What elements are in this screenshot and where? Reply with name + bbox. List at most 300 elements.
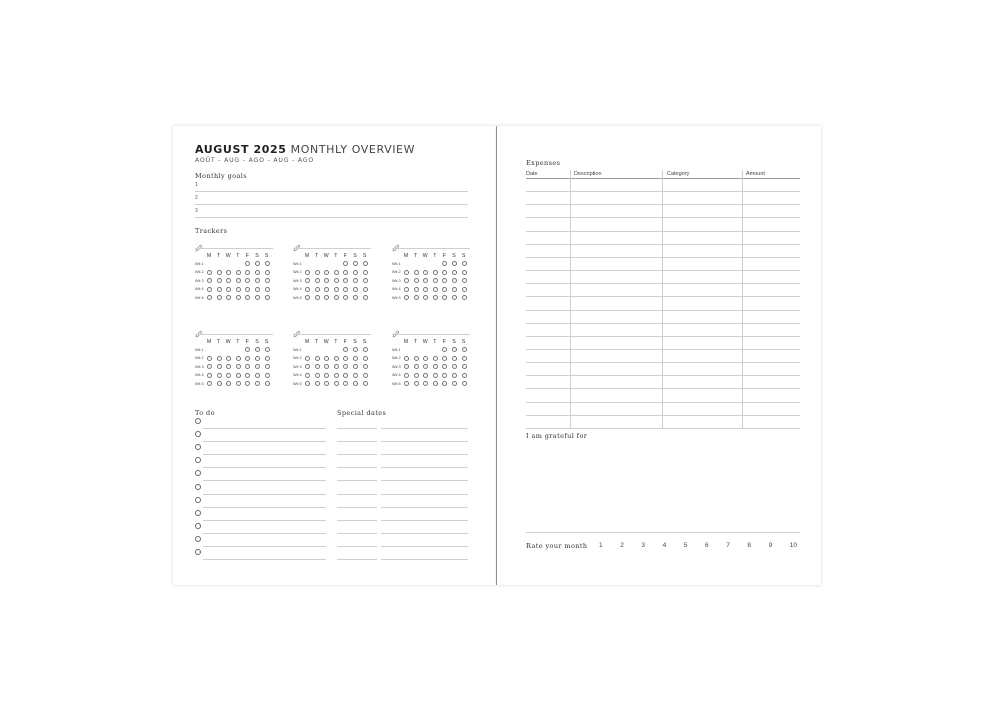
tracker-day-circle[interactable]: [265, 364, 270, 369]
tracker-day-circle[interactable]: [343, 347, 348, 352]
tracker-day-circle[interactable]: [442, 381, 447, 386]
tracker-day-circle[interactable]: [265, 270, 270, 275]
tracker-day-circle[interactable]: [324, 356, 329, 361]
tracker-day-circle[interactable]: [433, 295, 438, 300]
day-header: T: [315, 253, 319, 259]
tracker-day-circle[interactable]: [423, 295, 428, 300]
tracker-day-circle[interactable]: [423, 278, 428, 283]
rating-option[interactable]: 8: [747, 542, 752, 549]
tracker-day-circle[interactable]: [353, 364, 358, 369]
day-header: T: [315, 339, 319, 345]
tracker-day-circle[interactable]: [414, 373, 419, 378]
tracker-day-circle[interactable]: [452, 373, 457, 378]
special-desc-line: [381, 467, 468, 468]
todo-line: [203, 494, 326, 495]
tracker-day-circle[interactable]: [343, 278, 348, 283]
tracker-day-circle[interactable]: [245, 278, 250, 283]
tracker-day-circle[interactable]: [404, 287, 409, 292]
day-header: S: [452, 253, 456, 259]
tracker-day-circle[interactable]: [353, 381, 358, 386]
week-label: Wk 3: [293, 364, 302, 369]
pencil-icon: [195, 239, 203, 247]
tracker-day-circle[interactable]: [265, 261, 270, 266]
tracker-day-circle[interactable]: [404, 373, 409, 378]
tracker-day-circle[interactable]: [324, 287, 329, 292]
tracker-day-circle[interactable]: [462, 261, 467, 266]
goal-line: [195, 217, 468, 218]
tracker-day-circle[interactable]: [452, 295, 457, 300]
tracker-day-circle[interactable]: [462, 364, 467, 369]
tracker-day-circle[interactable]: [433, 381, 438, 386]
tracker-day-circle[interactable]: [353, 356, 358, 361]
week-label: Wk 4: [392, 287, 401, 292]
rating-option[interactable]: 10: [789, 542, 798, 549]
tracker-day-circle[interactable]: [334, 373, 339, 378]
tracker-day-circle[interactable]: [245, 270, 250, 275]
todo-checkbox[interactable]: [195, 470, 201, 476]
tracker-day-circle[interactable]: [363, 347, 368, 352]
tracker-day-circle[interactable]: [442, 287, 447, 292]
tracker-day-circle[interactable]: [363, 270, 368, 275]
day-header: S: [264, 339, 269, 345]
tracker-day-circle[interactable]: [324, 364, 329, 369]
tracker-day-circle[interactable]: [433, 364, 438, 369]
tracker-day-circle[interactable]: [236, 381, 241, 386]
tracker-day-circle[interactable]: [462, 347, 467, 352]
day-header: M: [403, 339, 409, 345]
tracker-day-circle[interactable]: [334, 278, 339, 283]
tracker-day-circle[interactable]: [452, 270, 457, 275]
tracker-day-circle[interactable]: [452, 381, 457, 386]
tracker-day-circle[interactable]: [236, 270, 241, 275]
tracker-day-circle[interactable]: [236, 373, 241, 378]
rating-option[interactable]: 6: [705, 542, 709, 549]
tracker-day-circle[interactable]: [324, 381, 329, 386]
todo-checkbox[interactable]: [195, 457, 201, 463]
tracker-day-circle[interactable]: [423, 364, 428, 369]
grateful-bottom-line: [526, 532, 800, 533]
tracker-day-circle[interactable]: [363, 364, 368, 369]
tracker-day-circle[interactable]: [334, 295, 339, 300]
trackers-label: Trackers: [195, 227, 228, 235]
todo-checkbox[interactable]: [195, 523, 201, 529]
tracker-day-circle[interactable]: [414, 270, 419, 275]
tracker-day-circle[interactable]: [315, 364, 320, 369]
tracker-day-circle[interactable]: [226, 381, 231, 386]
table-header-line: [526, 178, 800, 179]
tracker-day-circle[interactable]: [305, 287, 310, 292]
tracker-day-circle[interactable]: [217, 278, 222, 283]
day-header: T: [334, 253, 338, 259]
tracker-day-circle[interactable]: [462, 356, 467, 361]
tracker-day-circle[interactable]: [217, 364, 222, 369]
todo-checkbox[interactable]: [195, 549, 201, 555]
tracker-day-circle[interactable]: [207, 295, 212, 300]
tracker-day-circle[interactable]: [343, 261, 348, 266]
special-date-line: [337, 428, 377, 429]
rating-option[interactable]: 5: [683, 542, 688, 549]
tracker-day-circle[interactable]: [265, 381, 270, 386]
tracker-day-circle[interactable]: [462, 373, 467, 378]
tracker-day-circle[interactable]: [305, 373, 310, 378]
grateful-label: I am grateful for: [526, 432, 588, 440]
tracker-day-circle[interactable]: [442, 261, 447, 266]
tracker-day-circle[interactable]: [442, 364, 447, 369]
tracker-day-circle[interactable]: [452, 364, 457, 369]
tracker-day-circle[interactable]: [245, 364, 250, 369]
tracker-title-line: [392, 248, 470, 249]
table-row-line: [526, 362, 800, 363]
tracker-day-circle[interactable]: [334, 287, 339, 292]
rating-option[interactable]: 7: [726, 542, 730, 549]
tracker-day-circle[interactable]: [255, 364, 260, 369]
tracker-day-circle[interactable]: [324, 295, 329, 300]
tracker-day-circle[interactable]: [207, 287, 212, 292]
tracker-day-circle[interactable]: [255, 347, 260, 352]
tracker-day-circle[interactable]: [442, 356, 447, 361]
todo-line: [203, 559, 326, 560]
tracker-day-circle[interactable]: [343, 295, 348, 300]
tracker-day-circle[interactable]: [305, 270, 310, 275]
week-label: Wk 2: [392, 270, 401, 275]
tracker-day-circle[interactable]: [245, 347, 250, 352]
tracker-day-circle[interactable]: [207, 278, 212, 283]
special-date-line: [337, 494, 377, 495]
week-label: Wk 4: [293, 373, 302, 378]
tracker-day-circle[interactable]: [324, 278, 329, 283]
tracker-day-circle[interactable]: [226, 364, 231, 369]
tracker-day-circle[interactable]: [315, 295, 320, 300]
tracker-day-circle[interactable]: [245, 295, 250, 300]
pencil-icon: [392, 239, 400, 247]
tracker-day-circle[interactable]: [255, 373, 260, 378]
table-row-line: [526, 283, 800, 284]
tracker-day-circle[interactable]: [423, 356, 428, 361]
tracker-day-circle[interactable]: [452, 287, 457, 292]
tracker-day-circle[interactable]: [414, 364, 419, 369]
title-month: AUGUST 2025: [195, 143, 287, 156]
tracker-day-circle[interactable]: [442, 270, 447, 275]
tracker-day-circle[interactable]: [462, 295, 467, 300]
tracker-day-circle[interactable]: [265, 295, 270, 300]
rating-option[interactable]: 4: [662, 542, 667, 549]
tracker-day-circle[interactable]: [343, 381, 348, 386]
special-dates-label: Special dates: [337, 409, 387, 417]
tracker-day-circle[interactable]: [433, 278, 438, 283]
tracker-day-circle[interactable]: [324, 373, 329, 378]
table-row-line: [526, 415, 800, 416]
tracker-day-circle[interactable]: [423, 287, 428, 292]
habit-tracker: [392, 325, 470, 385]
tracker-day-circle[interactable]: [255, 278, 260, 283]
monthly-goals-label: Monthly goals: [195, 172, 247, 180]
table-row-line: [526, 217, 800, 218]
tracker-day-circle[interactable]: [245, 373, 250, 378]
tracker-day-circle[interactable]: [343, 373, 348, 378]
tracker-day-circle[interactable]: [462, 270, 467, 275]
tracker-day-circle[interactable]: [217, 381, 222, 386]
tracker-day-circle[interactable]: [236, 295, 241, 300]
week-label: Wk 1: [195, 347, 204, 352]
day-header: M: [206, 253, 212, 259]
tracker-day-circle[interactable]: [343, 287, 348, 292]
tracker-day-circle[interactable]: [265, 373, 270, 378]
tracker-day-circle[interactable]: [255, 381, 260, 386]
tracker-day-circle[interactable]: [226, 287, 231, 292]
tracker-day-circle[interactable]: [305, 295, 310, 300]
tracker-day-circle[interactable]: [245, 356, 250, 361]
tracker-day-circle[interactable]: [207, 356, 212, 361]
tracker-day-circle[interactable]: [363, 373, 368, 378]
tracker-day-circle[interactable]: [315, 373, 320, 378]
tracker-day-circle[interactable]: [255, 261, 260, 266]
tracker-day-circle[interactable]: [217, 295, 222, 300]
special-date-line: [337, 480, 377, 481]
todo-checkbox[interactable]: [195, 497, 201, 503]
special-desc-line: [381, 480, 468, 481]
tracker-day-circle[interactable]: [433, 287, 438, 292]
tracker-day-circle[interactable]: [343, 364, 348, 369]
tracker-day-circle[interactable]: [414, 356, 419, 361]
habit-tracker: [293, 325, 371, 385]
pencil-icon: [195, 325, 203, 333]
table-row-line: [526, 310, 800, 311]
tracker-day-circle[interactable]: [255, 287, 260, 292]
goal-number-3: 3: [195, 208, 198, 214]
habit-tracker: [195, 239, 273, 299]
tracker-day-circle[interactable]: [265, 278, 270, 283]
tracker-day-circle[interactable]: [452, 278, 457, 283]
right-page: [497, 126, 821, 585]
tracker-day-circle[interactable]: [217, 356, 222, 361]
tracker-day-circle[interactable]: [404, 364, 409, 369]
column-date: Date: [526, 171, 538, 177]
tracker-day-circle[interactable]: [334, 364, 339, 369]
todo-line: [203, 480, 326, 481]
todo-checkbox[interactable]: [195, 418, 201, 424]
tracker-day-circle[interactable]: [245, 381, 250, 386]
tracker-day-circle[interactable]: [305, 364, 310, 369]
special-date-line: [337, 546, 377, 547]
tracker-day-circle[interactable]: [462, 287, 467, 292]
tracker-day-circle[interactable]: [353, 278, 358, 283]
tracker-day-circle[interactable]: [343, 356, 348, 361]
tracker-day-circle[interactable]: [305, 381, 310, 386]
table-column-divider: [662, 170, 663, 428]
tracker-day-circle[interactable]: [423, 270, 428, 275]
table-row-line: [526, 323, 800, 324]
tracker-day-circle[interactable]: [462, 381, 467, 386]
tracker-day-circle[interactable]: [353, 295, 358, 300]
todo-checkbox[interactable]: [195, 431, 201, 437]
todo-line: [203, 467, 326, 468]
tracker-day-circle[interactable]: [217, 373, 222, 378]
table-column-divider: [742, 170, 743, 428]
todo-line: [203, 546, 326, 547]
tracker-day-circle[interactable]: [452, 347, 457, 352]
tracker-title-line: [195, 248, 273, 249]
tracker-day-circle[interactable]: [226, 278, 231, 283]
day-header: F: [442, 253, 446, 259]
tracker-day-circle[interactable]: [363, 295, 368, 300]
special-desc-line: [381, 454, 468, 455]
day-header: T: [334, 339, 338, 345]
tracker-day-circle[interactable]: [353, 270, 358, 275]
week-label: Wk 5: [195, 295, 204, 300]
column-description: Description: [574, 171, 602, 177]
tracker-day-circle[interactable]: [207, 364, 212, 369]
week-label: Wk 5: [392, 295, 401, 300]
tracker-day-circle[interactable]: [404, 270, 409, 275]
tracker-day-circle[interactable]: [315, 381, 320, 386]
tracker-day-circle[interactable]: [265, 287, 270, 292]
table-row-line: [526, 428, 800, 429]
special-desc-line: [381, 520, 468, 521]
tracker-day-circle[interactable]: [236, 356, 241, 361]
tracker-title-line: [195, 334, 273, 335]
tracker-day-circle[interactable]: [353, 373, 358, 378]
tracker-day-circle[interactable]: [423, 373, 428, 378]
tracker-day-circle[interactable]: [207, 373, 212, 378]
day-header: S: [353, 253, 357, 259]
goal-number-1: 1: [195, 182, 198, 188]
tracker-day-circle[interactable]: [334, 381, 339, 386]
tracker-day-circle[interactable]: [363, 287, 368, 292]
tracker-day-circle[interactable]: [315, 278, 320, 283]
tracker-day-circle[interactable]: [442, 373, 447, 378]
day-header: W: [422, 253, 428, 259]
tracker-day-circle[interactable]: [315, 287, 320, 292]
column-category: Category: [667, 171, 690, 177]
tracker-day-circle[interactable]: [433, 373, 438, 378]
week-label: Wk 2: [195, 270, 204, 275]
tracker-day-circle[interactable]: [452, 261, 457, 266]
day-header: M: [206, 339, 212, 345]
tracker-day-circle[interactable]: [315, 270, 320, 275]
day-header: W: [422, 339, 428, 345]
todo-checkbox[interactable]: [195, 536, 201, 542]
week-label: Wk 1: [293, 261, 302, 266]
tracker-day-circle[interactable]: [442, 278, 447, 283]
tracker-day-circle[interactable]: [236, 287, 241, 292]
table-row-line: [526, 257, 800, 258]
left-page: [173, 126, 496, 585]
special-desc-line: [381, 428, 468, 429]
tracker-day-circle[interactable]: [404, 278, 409, 283]
tracker-day-circle[interactable]: [334, 356, 339, 361]
tracker-day-circle[interactable]: [452, 356, 457, 361]
day-header: T: [236, 253, 240, 259]
tracker-day-circle[interactable]: [334, 270, 339, 275]
tracker-day-circle[interactable]: [236, 364, 241, 369]
day-header: F: [343, 253, 347, 259]
todo-line: [203, 428, 326, 429]
tracker-day-circle[interactable]: [226, 356, 231, 361]
tracker-day-circle[interactable]: [414, 381, 419, 386]
tracker-day-circle[interactable]: [343, 270, 348, 275]
day-header: S: [255, 339, 259, 345]
tracker-day-circle[interactable]: [315, 356, 320, 361]
table-row-line: [526, 191, 800, 192]
tracker-day-circle[interactable]: [245, 261, 250, 266]
week-label: Wk 3: [293, 278, 302, 283]
tracker-day-circle[interactable]: [442, 295, 447, 300]
tracker-day-circle[interactable]: [442, 347, 447, 352]
day-header: S: [461, 253, 466, 259]
tracker-day-circle[interactable]: [305, 278, 310, 283]
tracker-day-circle[interactable]: [226, 295, 231, 300]
special-desc-line: [381, 559, 468, 560]
tracker-day-circle[interactable]: [353, 347, 358, 352]
table-row-line: [526, 204, 800, 205]
tracker-day-circle[interactable]: [226, 270, 231, 275]
tracker-day-circle[interactable]: [404, 295, 409, 300]
tracker-day-circle[interactable]: [363, 356, 368, 361]
day-header: S: [255, 253, 259, 259]
day-header: F: [343, 339, 347, 345]
tracker-day-circle[interactable]: [207, 381, 212, 386]
tracker-day-circle[interactable]: [353, 287, 358, 292]
tracker-day-circle[interactable]: [226, 373, 231, 378]
tracker-day-circle[interactable]: [423, 381, 428, 386]
tracker-day-circle[interactable]: [404, 381, 409, 386]
tracker-day-circle[interactable]: [363, 381, 368, 386]
special-date-line: [337, 454, 377, 455]
goal-number-2: 2: [195, 195, 198, 201]
special-date-line: [337, 559, 377, 560]
special-date-line: [337, 441, 377, 442]
tracker-day-circle[interactable]: [236, 278, 241, 283]
tracker-day-circle[interactable]: [363, 261, 368, 266]
tracker-day-circle[interactable]: [353, 261, 358, 266]
day-header: F: [245, 253, 249, 259]
rating-option[interactable]: 3: [641, 542, 646, 549]
tracker-day-circle[interactable]: [414, 295, 419, 300]
page-title: [195, 143, 415, 156]
todo-checkbox[interactable]: [195, 444, 201, 450]
habit-tracker: [392, 239, 470, 299]
tracker-day-circle[interactable]: [255, 295, 260, 300]
tracker-day-circle[interactable]: [217, 287, 222, 292]
tracker-day-circle[interactable]: [414, 278, 419, 283]
todo-checkbox[interactable]: [195, 484, 201, 490]
rating-option[interactable]: 1: [599, 542, 603, 549]
tracker-day-circle[interactable]: [414, 287, 419, 292]
tracker-day-circle[interactable]: [265, 347, 270, 352]
rating-option[interactable]: 9: [768, 542, 773, 549]
tracker-day-circle[interactable]: [265, 356, 270, 361]
tracker-day-circle[interactable]: [255, 356, 260, 361]
page-subtitle: AOÛT - AUG - AGO - AUG - AGO: [195, 157, 315, 164]
tracker-day-circle[interactable]: [207, 270, 212, 275]
day-header: T: [414, 339, 418, 345]
tracker-day-circle[interactable]: [217, 270, 222, 275]
tracker-day-circle[interactable]: [462, 278, 467, 283]
tracker-day-circle[interactable]: [255, 270, 260, 275]
tracker-day-circle[interactable]: [363, 278, 368, 283]
tracker-day-circle[interactable]: [433, 356, 438, 361]
goal-line: [195, 204, 468, 205]
todo-line: [203, 441, 326, 442]
tracker-day-circle[interactable]: [305, 356, 310, 361]
tracker-day-circle[interactable]: [433, 270, 438, 275]
table-row-line: [526, 270, 800, 271]
tracker-day-circle[interactable]: [404, 356, 409, 361]
rating-option[interactable]: 2: [620, 542, 624, 549]
todo-checkbox[interactable]: [195, 510, 201, 516]
tracker-day-circle[interactable]: [324, 270, 329, 275]
tracker-day-circle[interactable]: [245, 287, 250, 292]
